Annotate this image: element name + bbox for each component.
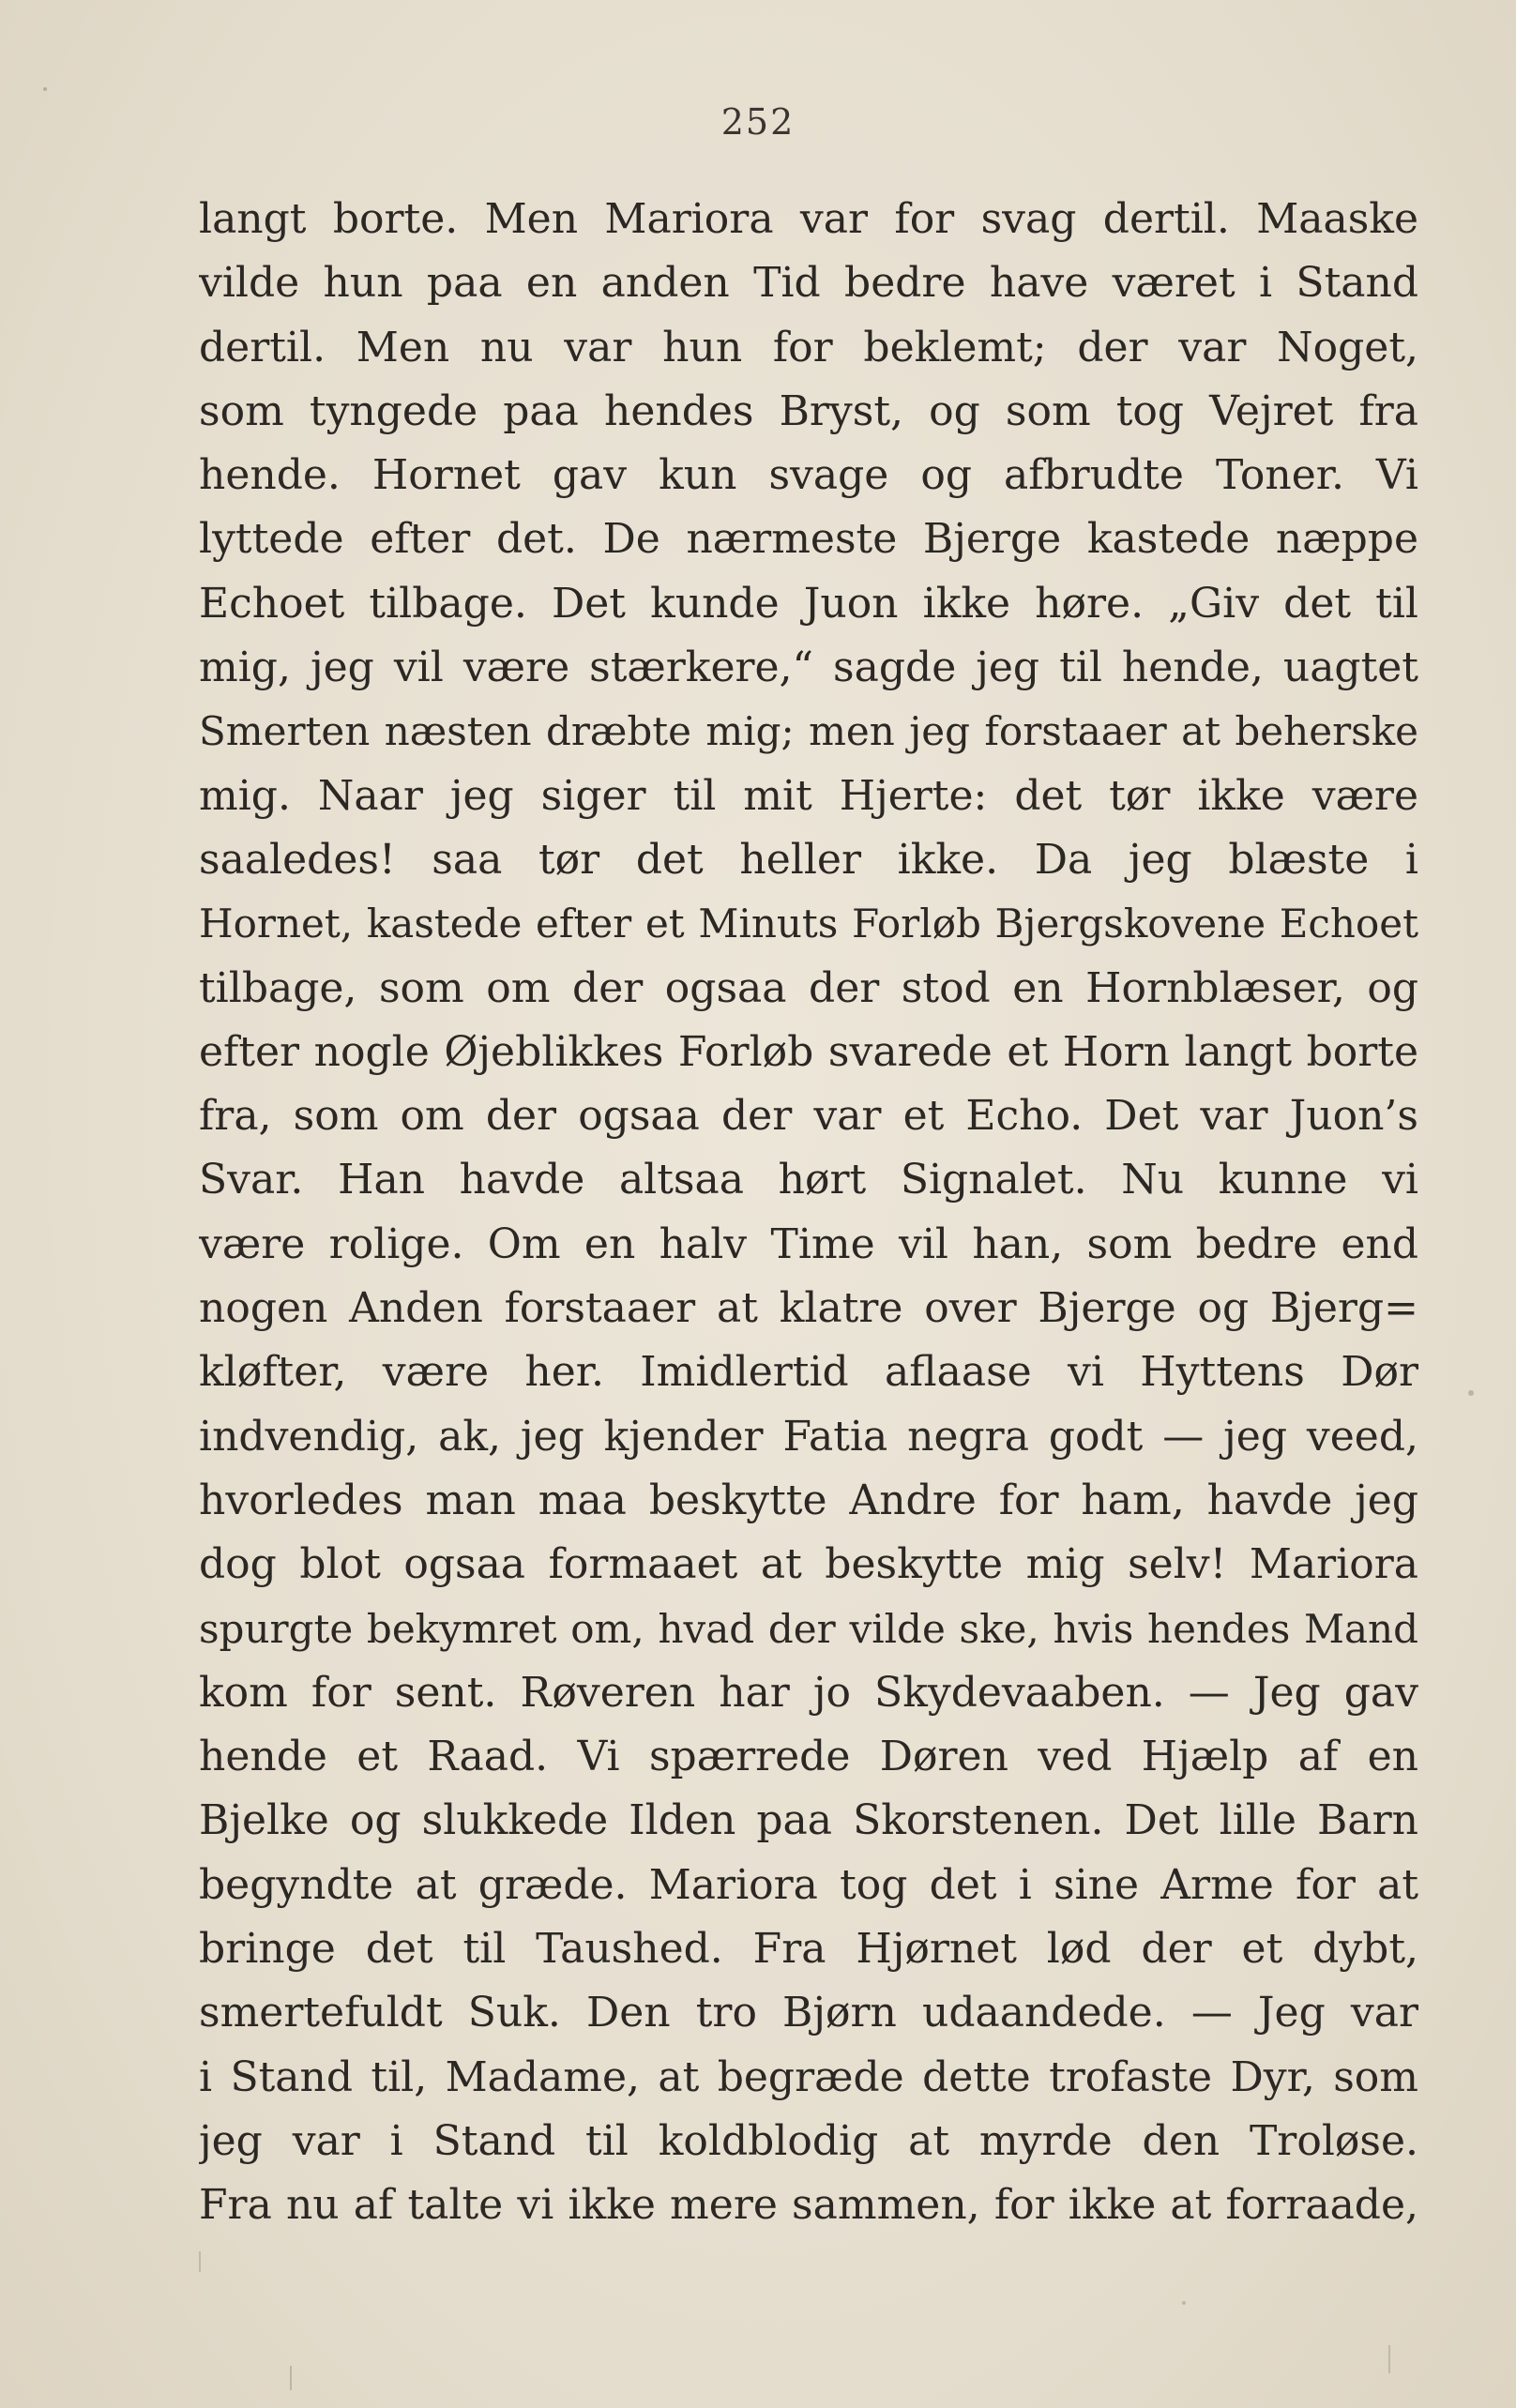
text-line: fra, som om der ogsaa der var et Echo. Det var Juon’s (199, 1092, 1418, 1141)
text-line: vilde hun paa en anden Tid bedre have været i Stand (199, 259, 1418, 308)
page-number: 252 (720, 101, 796, 143)
body-text (199, 188, 1418, 2238)
text-line: jeg var i Stand til koldblodig at myrde den Troløse. (199, 2116, 1418, 2165)
text-line: mig, jeg vil være stærkere,“ sagde jeg til hende, uagtet (199, 644, 1418, 692)
text-line: smertefuldt Suk. Den tro Bjørn udaandede. — Jeg var (199, 1989, 1418, 2037)
text-line: Svar. Han havde altsaa hørt Signalet. Nu kunne vi (199, 1156, 1418, 1204)
text-line: Bjelke og slukkede Ilden paa Skorstenen. Det lille Barn (199, 1796, 1418, 1845)
text-line: spurgte bekymret om, hvad der vilde ske, hvis hendes Mand (199, 1605, 1418, 1652)
text-line: hende et Raad. Vi spærrede Døren ved Hjælp af en (199, 1733, 1418, 1781)
text-line: bringe det til Taushed. Fra Hjørnet lød der et dybt, (199, 1925, 1418, 1974)
text-line: Fra nu af talte vi ikke mere sammen, for ikke at forraade, (199, 2181, 1418, 2230)
text-line: nogen Anden forstaaer at klatre over Bjerge og Bjerg= (199, 1284, 1418, 1333)
text-line: mig. Naar jeg siger til mit Hjerte: det tør ikke være (199, 771, 1418, 820)
text-line: i Stand til, Madame, at begræde dette trofaste Dyr, som (199, 2052, 1418, 2101)
text-line: kløfter, være her. Imidlertid aflaase vi Hyttens Dør (199, 1348, 1418, 1397)
text-line: hvorledes man maa beskytte Andre for ham, havde jeg (199, 1476, 1418, 1524)
text-line: Hornet, kastede efter et Minuts Forløb Bjergskovene Echoet (199, 901, 1418, 947)
text-line: indvendig, ak, jeg kjender Fatia negra godt — jeg veed, (199, 1412, 1418, 1461)
text-line: begyndte at græde. Mariora tog det i sine Arme for at (199, 1860, 1418, 1909)
text-line: som tyngede paa hendes Bryst, og som tog Vejret fra (199, 386, 1418, 435)
text-line: lyttede efter det. De nærmeste Bjerge kastede næppe (199, 515, 1418, 564)
text-line: efter nogle Øjeblikkes Forløb svarede et Horn langt borte (199, 1027, 1418, 1076)
text-line: dog blot ogsaa formaaet at beskytte mig selv! Mariora (199, 1540, 1418, 1589)
text-line: tilbage, som om der ogsaa der stod en Hornblæser, og (199, 963, 1418, 1012)
text-line: Smerten næsten dræbte mig; men jeg forstaaer at beherske (199, 708, 1418, 755)
text-line: være rolige. Om en halv Time vil han, som bedre end (199, 1219, 1418, 1268)
text-line: kom for sent. Røveren har jo Skydevaaben. — Jeg gav (199, 1668, 1418, 1717)
text-line: hende. Hornet gav kun svage og afbrudte Toner. Vi (199, 451, 1418, 500)
text-line: dertil. Men nu var hun for beklemt; der var Noget, (199, 323, 1418, 371)
text-line: saaledes! saa tør det heller ikke. Da jeg blæste i (199, 835, 1418, 884)
text-line: Echoet tilbage. Det kunde Juon ikke høre. „Giv det til (199, 579, 1418, 628)
text-line: langt borte. Men Mariora var for svag dertil. Maaske (199, 195, 1418, 243)
